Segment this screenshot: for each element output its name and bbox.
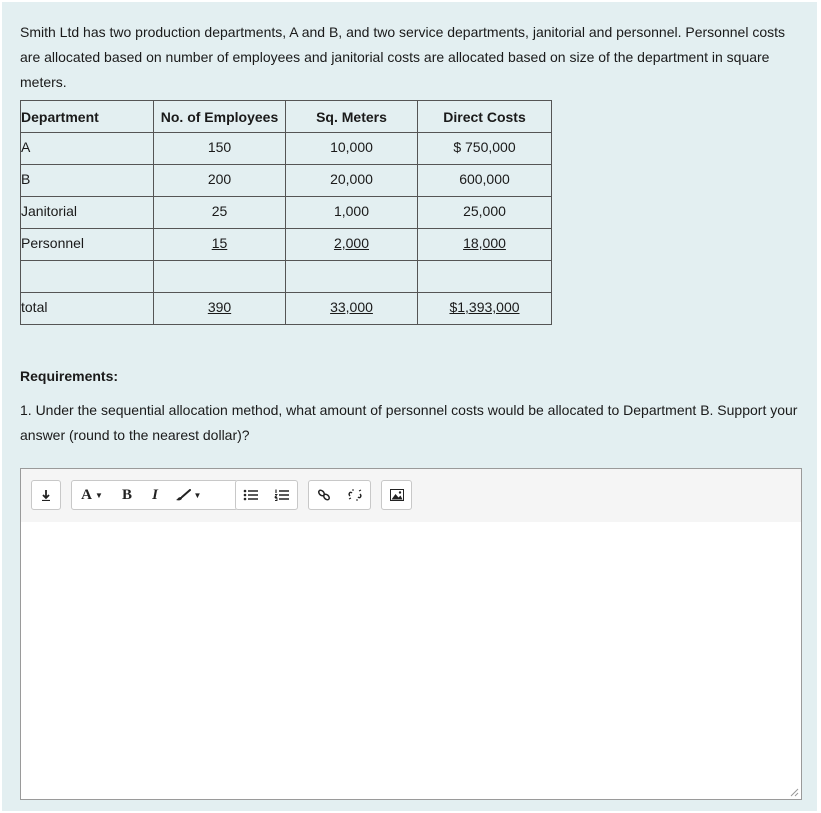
question-panel	[2, 2, 817, 811]
insert-image-button[interactable]	[382, 481, 411, 509]
cell-employees: 390	[154, 293, 286, 325]
paragraph-styles-button[interactable]	[72, 481, 112, 509]
styles-label: A	[81, 486, 92, 503]
cell-sq-meters: 20,000	[286, 165, 418, 197]
cell-employees: 25	[154, 197, 286, 229]
editor-toolbar	[21, 469, 801, 523]
cell-department: total	[21, 293, 154, 325]
answer-textarea[interactable]	[21, 522, 801, 799]
cell-direct-costs	[418, 261, 552, 293]
resize-handle-icon[interactable]	[789, 787, 799, 797]
cell-direct-costs: 25,000	[418, 197, 552, 229]
image-icon	[390, 489, 404, 501]
chevron-down-icon: ▼	[193, 490, 202, 500]
chevron-down-icon: ▼	[94, 490, 103, 500]
table-row	[21, 229, 552, 261]
brush-icon	[175, 489, 191, 501]
unlink-icon	[347, 488, 363, 502]
link-button[interactable]	[309, 481, 340, 509]
italic-button[interactable]	[142, 481, 168, 509]
ordered-list-button[interactable]	[267, 481, 298, 509]
answer-editor	[20, 468, 802, 800]
text-color-button[interactable]	[168, 481, 208, 509]
cell-department	[21, 261, 154, 293]
bullet-list-icon	[243, 489, 259, 501]
collapse-toggle-button[interactable]	[32, 481, 60, 509]
italic-label: I	[152, 486, 158, 503]
cell-department: A	[21, 133, 154, 165]
link-icon	[317, 488, 331, 502]
header-employees: No. of Employees	[154, 101, 286, 133]
cell-direct-costs: 18,000	[418, 229, 552, 261]
unlink-button[interactable]	[340, 481, 371, 509]
cell-sq-meters: 33,000	[286, 293, 418, 325]
cell-employees: 200	[154, 165, 286, 197]
cell-sq-meters	[286, 261, 418, 293]
bold-label: B	[121, 486, 132, 503]
toolbar-group-format	[71, 480, 238, 510]
toolbar-group-media	[381, 480, 412, 510]
data-table	[20, 100, 552, 325]
header-sq-meters: Sq. Meters	[286, 101, 418, 133]
cell-department: Personnel	[21, 229, 154, 261]
table-header-row	[21, 101, 552, 133]
cell-sq-meters: 10,000	[286, 133, 418, 165]
cell-employees: 15	[154, 229, 286, 261]
table-row-total	[21, 293, 552, 325]
requirement-question: 1. Under the sequential allocation method, what amount of personnel costs would be allocated to Department B. Support your answer (round to the nearest dollar)?	[20, 402, 798, 443]
cell-direct-costs: $ 750,000	[418, 133, 552, 165]
header-department: Department	[21, 101, 154, 133]
arrow-down-bar-icon	[41, 489, 51, 501]
cell-sq-meters: 2,000	[286, 229, 418, 261]
toolbar-group-lists	[235, 480, 298, 510]
cell-direct-costs: $1,393,000	[418, 293, 552, 325]
bold-button[interactable]	[112, 481, 142, 509]
numbered-list-icon	[274, 489, 290, 501]
toolbar-group-links	[308, 480, 371, 510]
requirements-heading: Requirements:	[20, 368, 119, 384]
cell-direct-costs: 600,000	[418, 165, 552, 197]
unordered-list-button[interactable]	[236, 481, 267, 509]
cell-department: B	[21, 165, 154, 197]
cell-employees	[154, 261, 286, 293]
question-intro: Smith Ltd has two production departments, A and B, and two service departments, janitorial and personnel. Personnel costs are allocated based on number of employees and janitorial costs are allocated based on size of the department in square meters.	[20, 24, 785, 90]
table-row-empty	[21, 261, 552, 293]
toolbar-group-toggle	[31, 480, 61, 510]
header-direct-costs: Direct Costs	[418, 101, 552, 133]
table-row	[21, 165, 552, 197]
table-row	[21, 133, 552, 165]
cell-department: Janitorial	[21, 197, 154, 229]
cell-sq-meters: 1,000	[286, 197, 418, 229]
cell-employees: 150	[154, 133, 286, 165]
table-row	[21, 197, 552, 229]
